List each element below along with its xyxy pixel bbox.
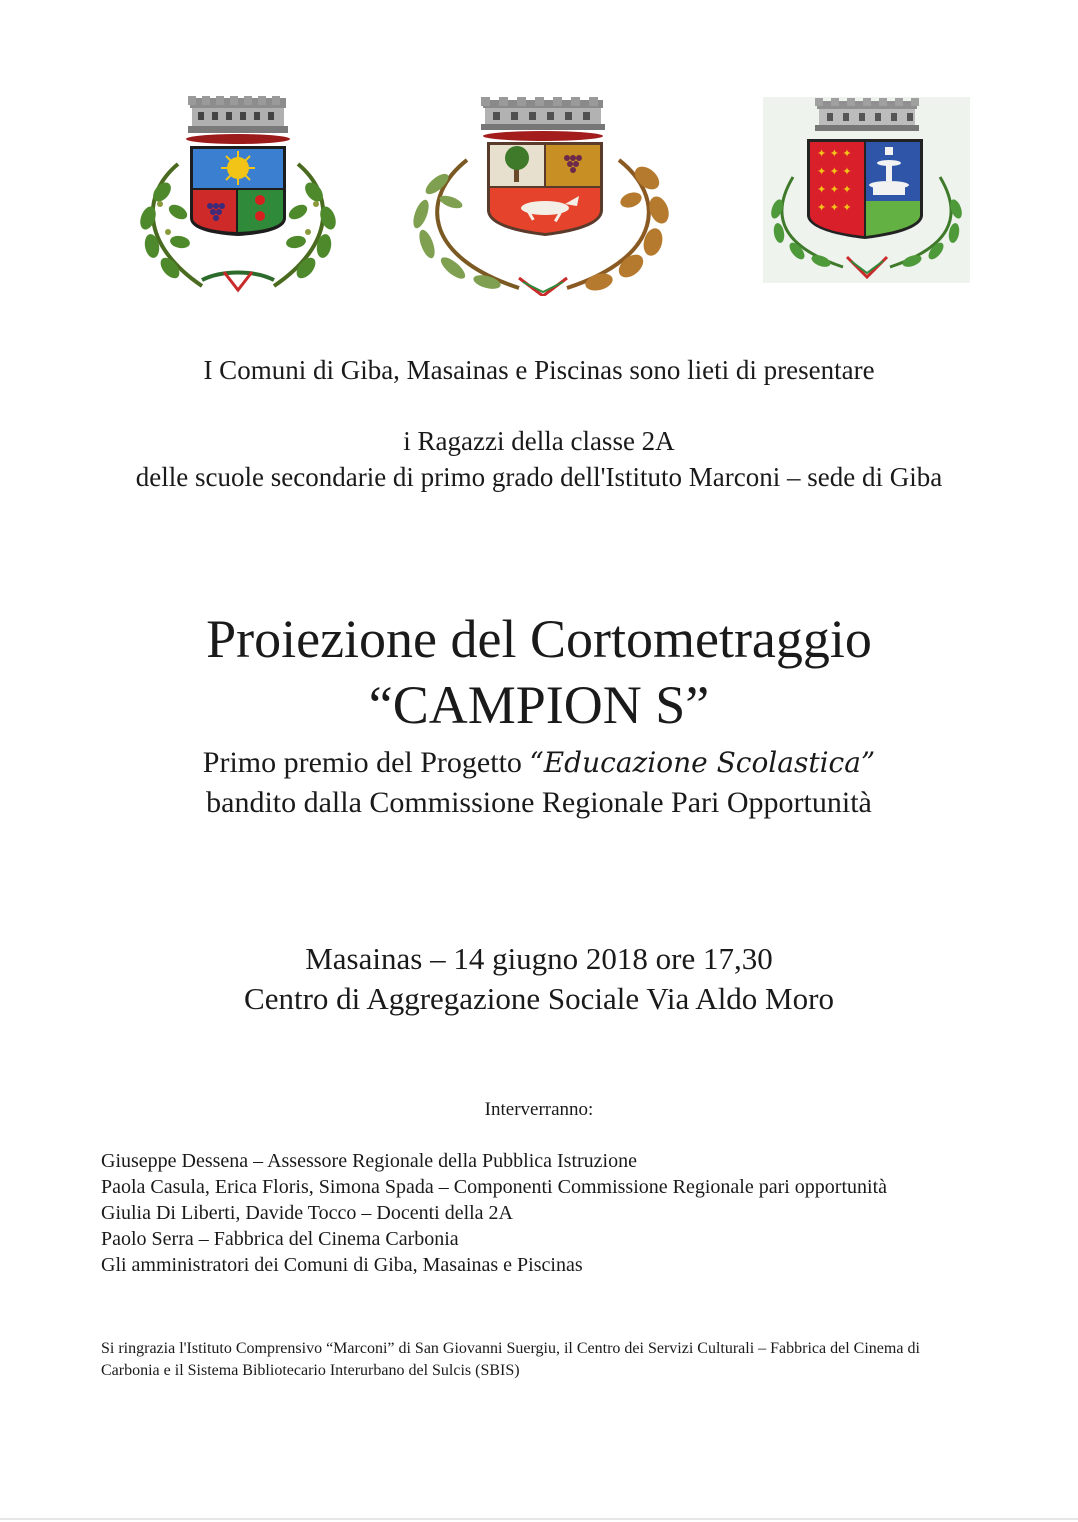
speakers-list [101, 1148, 887, 1278]
thanks-text: Si ringrazia l'Istituto Comprensivo “Marconi” di San Giovanni Suergiu, il Centro dei Servizi Culturali – Fabbrica del Cinema di Carbonia e il Sistema Bibliotecario Interurbano del Sulcis (SBIS) [101, 1340, 920, 1379]
speaker-item: Gli amministratori dei Comuni di Giba, Masainas e Piscinas [101, 1254, 583, 1276]
prize-text [0, 743, 1078, 823]
speakers-label: Interverranno: [484, 1099, 594, 1120]
school-text: delle scuole secondarie di primo grado dell'Istituto Marconi – sede di Giba [135, 462, 943, 492]
title-line-2: “CAMPION S” [368, 675, 710, 735]
crown-icon [481, 97, 605, 141]
title-line-1: Proiezione del Cortometraggio [206, 609, 872, 669]
speaker-item: Paolo Serra – Fabbrica del Cinema Carbonia [101, 1228, 459, 1250]
speaker-item: Giuseppe Dessena – Assessore Regionale della Pubblica Istruzione [101, 1150, 637, 1172]
shield-icon [807, 139, 923, 239]
svg-text:✦ ✦ ✦: ✦ ✦ ✦ [817, 201, 852, 214]
prize-prefix: Primo premio del Progetto [202, 746, 530, 779]
speaker-item: Giulia Di Liberti, Davide Tocco – Docenti della 2A [101, 1202, 514, 1224]
crest-piscinas [763, 97, 970, 283]
event-title [0, 606, 1078, 738]
page-bottom-divider [0, 1518, 1078, 1520]
crest-giba [132, 94, 344, 294]
shield-icon [190, 146, 286, 236]
venue-line: Centro di Aggregazione Sociale Via Aldo Moro [244, 981, 834, 1016]
svg-text:✦ ✦ ✦: ✦ ✦ ✦ [817, 147, 852, 160]
svg-text:✦ ✦ ✦: ✦ ✦ ✦ [817, 183, 852, 196]
date-line: Masainas – 14 giugno 2018 ore 17,30 [305, 941, 773, 976]
event-when [0, 939, 1078, 1019]
crown-icon [186, 96, 290, 144]
svg-text:✦ ✦ ✦: ✦ ✦ ✦ [817, 165, 852, 178]
speaker-item: Paola Casula, Erica Floris, Simona Spada – Componenti Commissione Regionale pari opportunità [101, 1176, 888, 1198]
intro-text: I Comuni di Giba, Masainas e Piscinas sono lieti di presentare [203, 355, 875, 385]
group-title: i Ragazzi della classe 2A [403, 426, 675, 456]
prize-line-1 [0, 743, 1078, 783]
shield-icon [487, 142, 603, 236]
prize-project: “Educazione Scolastica” [529, 746, 876, 779]
prize-line-2: bandito dalla Commissione Regionale Pari Opportunità [206, 786, 872, 819]
crest-masainas [407, 96, 673, 296]
crown-icon [815, 98, 919, 131]
